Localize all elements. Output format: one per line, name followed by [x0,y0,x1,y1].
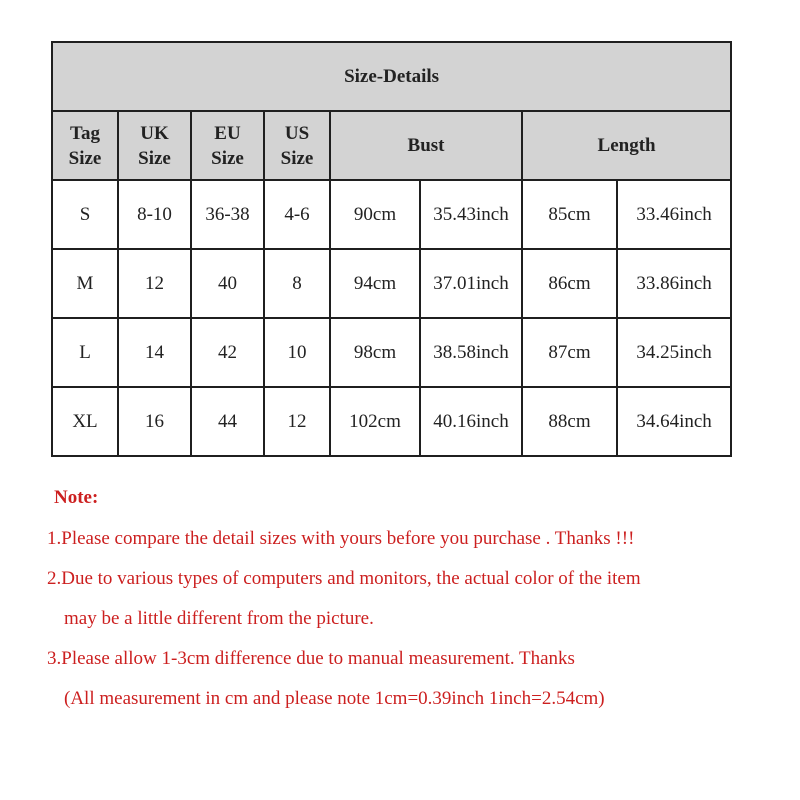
cell-uk-size: 12 [118,249,191,318]
header-tag-size [52,111,118,180]
cell-bust-cm: 90cm [330,180,420,249]
header-us-line2: Size [280,147,314,169]
table-row [52,318,731,387]
cell-eu-size: 36-38 [191,180,264,249]
header-length: Length [522,111,731,180]
cell-eu-size: 42 [191,318,264,387]
header-uk-line2: Size [138,147,171,169]
table-title: Size-Details [52,42,731,111]
cell-tag-size: S [52,180,118,249]
header-us-size [264,111,330,180]
cell-bust-cm: 98cm [330,318,420,387]
header-eu-line1: EU [214,122,241,144]
cell-length-cm: 86cm [522,249,617,318]
cell-length-inch: 33.86inch [617,249,731,318]
table-row [52,249,731,318]
note-line-3-continued: (All measurement in cm and please note 1cm=0.39inch 1inch=2.54cm) [64,688,605,709]
cell-uk-size: 14 [118,318,191,387]
table-row [52,387,731,456]
cell-uk-size: 8-10 [118,180,191,249]
header-uk-line1: UK [140,122,169,144]
cell-eu-size: 40 [191,249,264,318]
cell-us-size: 12 [264,387,330,456]
cell-length-inch: 34.25inch [617,318,731,387]
note-line-3: 3.Please allow 1-3cm difference due to manual measurement. Thanks [47,648,575,669]
cell-tag-size: M [52,249,118,318]
cell-uk-size: 16 [118,387,191,456]
cell-bust-cm: 102cm [330,387,420,456]
cell-length-inch: 33.46inch [617,180,731,249]
header-eu-line2: Size [211,147,244,169]
header-row [52,111,731,180]
cell-us-size: 4-6 [264,180,330,249]
header-us-line1: US [284,122,310,144]
cell-tag-size: L [52,318,118,387]
cell-bust-cm: 94cm [330,249,420,318]
cell-us-size: 8 [264,249,330,318]
title-row [52,42,731,111]
header-uk-size [118,111,191,180]
note-line-1: 1.Please compare the detail sizes with yours before you purchase . Thanks !!! [47,528,635,549]
size-details-table [51,41,732,457]
cell-eu-size: 44 [191,387,264,456]
note-line-2: 2.Due to various types of computers and monitors, the actual color of the item [47,568,641,589]
cell-tag-size: XL [52,387,118,456]
cell-length-cm: 87cm [522,318,617,387]
cell-length-inch: 34.64inch [617,387,731,456]
cell-bust-inch: 37.01inch [420,249,522,318]
header-eu-size [191,111,264,180]
header-tag-line2: Size [68,147,102,169]
cell-bust-inch: 40.16inch [420,387,522,456]
cell-length-cm: 88cm [522,387,617,456]
note-title: Note: [54,487,99,508]
header-tag-line1: Tag [70,122,100,144]
note-line-2-continued: may be a little different from the picture. [64,608,374,629]
cell-length-cm: 85cm [522,180,617,249]
header-bust: Bust [330,111,522,180]
cell-bust-inch: 35.43inch [420,180,522,249]
table-row [52,180,731,249]
cell-bust-inch: 38.58inch [420,318,522,387]
cell-us-size: 10 [264,318,330,387]
